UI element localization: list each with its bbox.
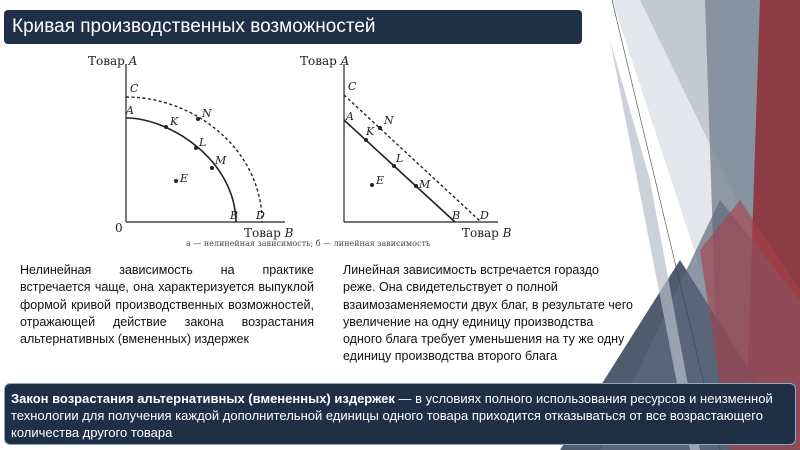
ppf-line-shifted — [344, 95, 481, 222]
law-term: Закон возрастания альтернативных (вмененных) издержек — [11, 391, 395, 406]
label-e: E — [376, 174, 385, 187]
y-axis-label: Товар A — [88, 54, 138, 68]
label-n: N — [384, 114, 394, 127]
label-n: N — [202, 107, 212, 120]
point-k — [164, 125, 168, 129]
chart-linear — [300, 54, 512, 240]
point-n — [378, 126, 382, 130]
label-b: B — [230, 209, 239, 222]
figure-caption: а — нелинейная зависимость; б — линейная зависимость — [186, 239, 431, 248]
label-c: C — [130, 82, 139, 95]
label-c: C — [348, 80, 357, 93]
label-k: K — [170, 115, 179, 128]
label-m: M — [419, 178, 431, 191]
law-definition: — в условиях полного использования ресурсов и неизменной технологии для получения каждой дополнительной единицы одного товара приходится отказываться от все возрастающего количества другого товара — [11, 391, 773, 440]
ppf-curve — [126, 118, 239, 222]
label-l: L — [396, 152, 404, 165]
x-axis-label: Товар B — [244, 226, 294, 240]
slide-title: Кривая производственных возможностей — [4, 10, 582, 44]
label-m: M — [215, 154, 227, 167]
label-l: L — [199, 136, 207, 149]
label-k: K — [366, 125, 375, 138]
x-axis-label: Товар B — [462, 226, 512, 240]
point-l — [194, 146, 198, 150]
nonlinear-description: Нелинейная зависимость на практике встречается чаще, она характеризуется выпуклой формой кривой производственных возможностей, отражающей действие закона возрастания альтернативных (вмененных) издержек — [20, 263, 314, 347]
linear-description: Линейная зависимость встречается гораздо реже. Она свидетельствует о полной взаимозаменяемости двух благ, в результате чего увеличение на одну единицу производства одного блага требует уменьшения на ту же одну единицу производства второго блага — [343, 263, 633, 364]
point-n — [196, 117, 200, 121]
point-e — [174, 179, 178, 183]
label-a: A — [346, 110, 354, 123]
label-e: E — [180, 172, 189, 185]
law-definition-box — [4, 383, 796, 445]
label-d: D — [256, 209, 265, 222]
point-k — [364, 138, 368, 142]
ppf-curve-shifted — [126, 97, 262, 222]
origin-label: 0 — [115, 221, 123, 235]
ppf-line — [344, 120, 455, 222]
label-b: B — [452, 209, 461, 222]
point-e — [370, 183, 374, 187]
label-d: D — [480, 209, 489, 222]
point-m — [414, 184, 418, 188]
point-m — [210, 166, 214, 170]
label-a: A — [126, 104, 134, 117]
chart-nonlinear — [88, 54, 294, 240]
y-axis-label: Товар A — [300, 54, 350, 68]
